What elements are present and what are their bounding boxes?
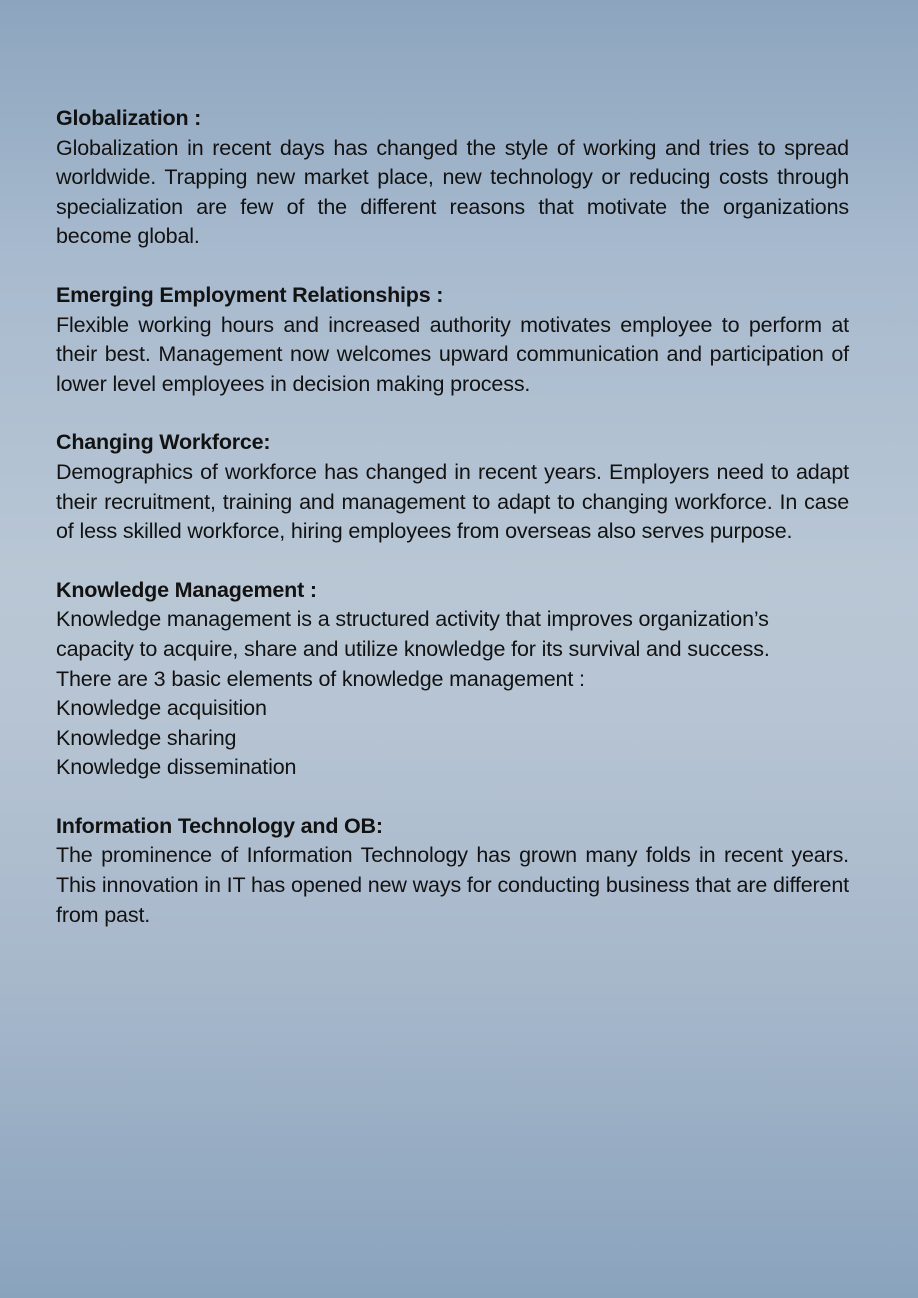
elements-intro: There are 3 basic elements of knowledge management : [56,666,585,691]
list-item: Knowledge sharing [56,725,237,750]
section-globalization [56,104,849,252]
section-body: Demographics of workforce has changed in recent years. Employers need to adapt their recruitment, training and management to adapt to changing workforce. In case of less skilled workforce, hiring employees from overseas also serves purpose. [56,459,849,544]
section-body: The prominence of Information Technology has grown many folds in recent years. This innovation in IT has opened new ways for conducting business that are different from past. [56,843,849,927]
section-heading: Globalization : [56,106,202,130]
section-body: Flexible working hours and increased authority motivates employee to perform at their best. Management now welcomes upward communication and participation of lower level employees in decision making process. [56,312,849,396]
list-item: Knowledge dissemination [56,755,297,780]
section-heading: Changing Workforce: [56,430,271,455]
section-heading: Emerging Employment Relationships : [56,282,444,307]
section-changing-workforce [56,428,849,546]
section-heading: Knowledge Management : [56,577,317,602]
section-body: Globalization in recent days has changed the style of working and tries to spread worldwide. Trapping new market place, new technology or reducing costs through specialization are few of the different reasons that motivate the organizations become global. [56,135,849,249]
section-body: Knowledge management is a structured activity that improves organization’s capacity to acquire, share and utilize knowledge for its survival and success. [56,607,770,661]
section-information-technology [56,812,849,930]
list-item: Knowledge acquisition [56,696,267,721]
section-emerging-employment-relationships [56,281,849,399]
section-heading: Information Technology and OB: [56,813,383,838]
section-knowledge-management [56,576,849,783]
